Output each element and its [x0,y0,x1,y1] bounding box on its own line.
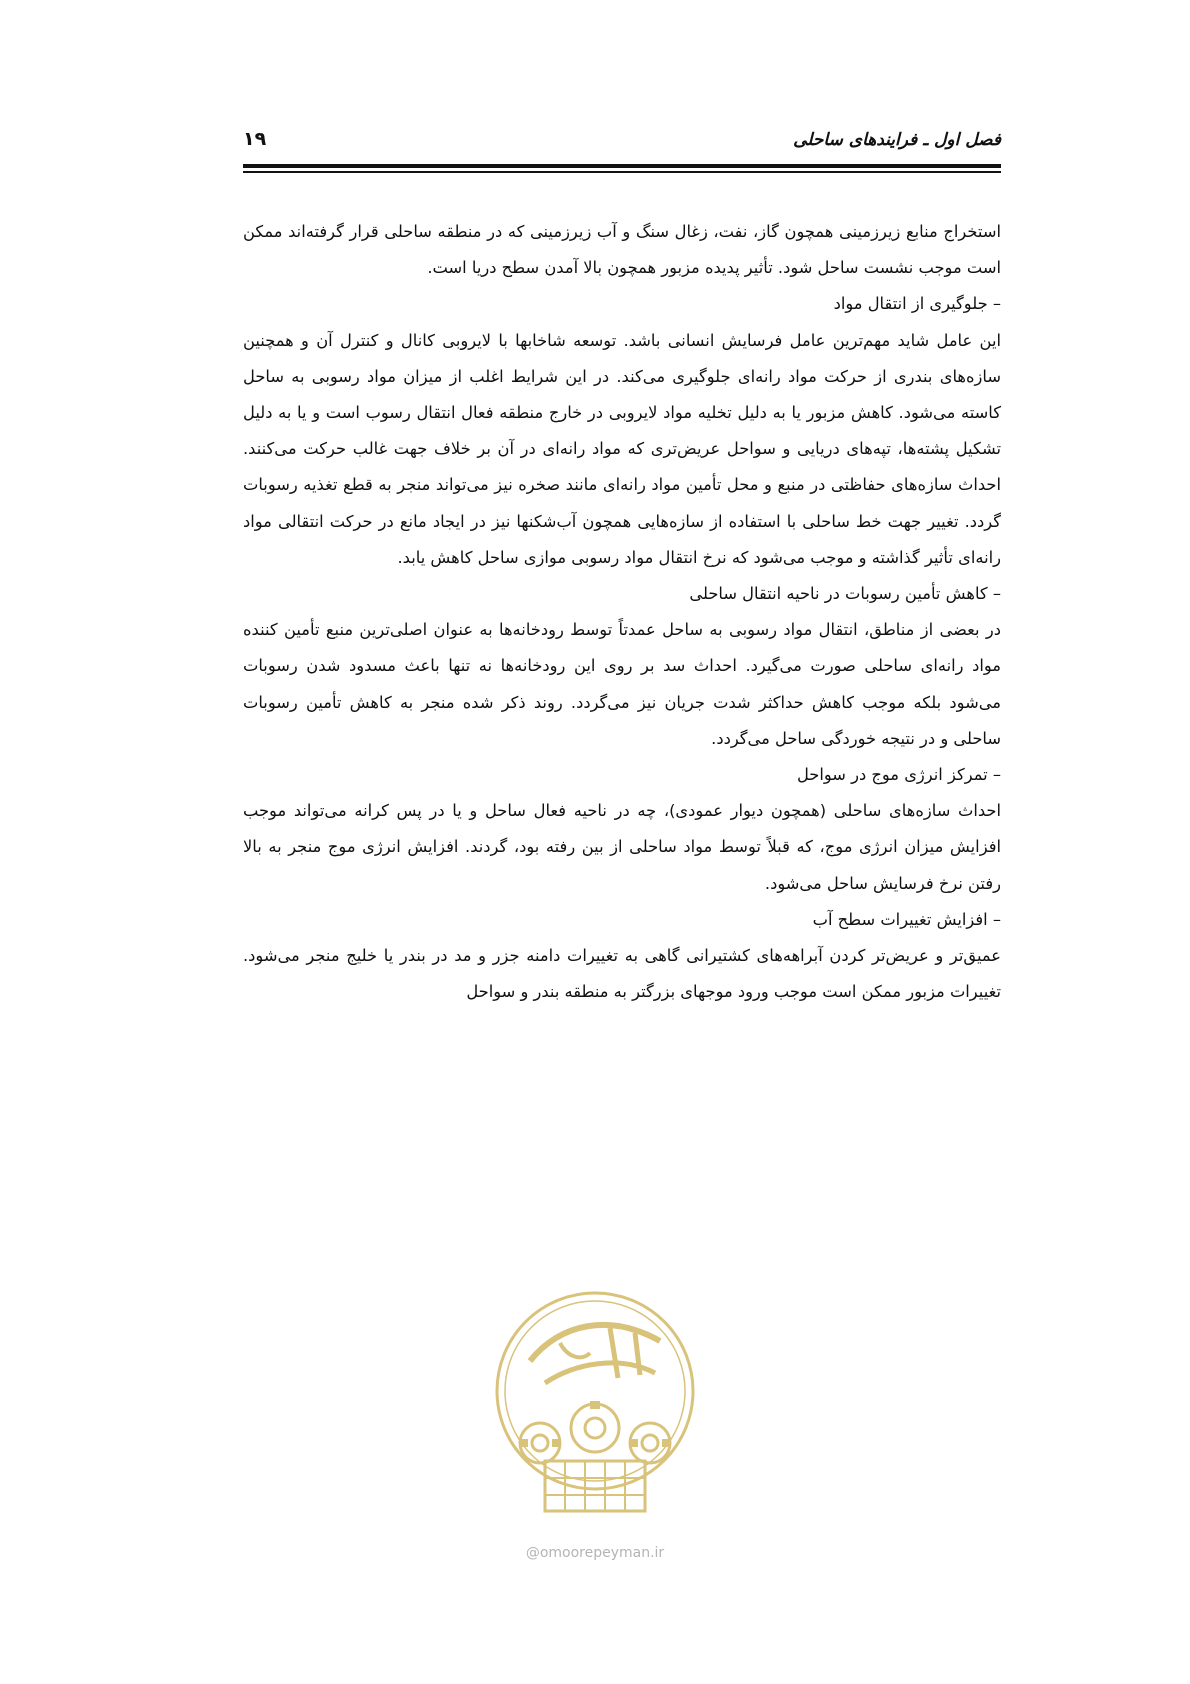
paragraph-prevent-transport: این عامل شاید مهم‌ترین عامل فرسایش انسانی باشد. توسعه شاخابها با لایروبی کانال و کنترل آن و همچنین سازه‌های بندری از حرکت مواد رانه‌ای جلوگیری می‌کند. در این شرایط اغلب از میزان مواد رسوبی به ساحل کاسته می‌شود. کاهش مزبور یا به دلیل تخلیه مواد لایروبی در خارج منطقه فعال انتقال رسوب است و یا به دلیل تشکیل پشته‌ها، تپه‌های دریایی و سواحل عریض‌تری که مواد رانه‌ای در آن بر خلاف جهت غالب حرکت می‌کنند. احداث سازه‌های حفاظتی در منبع و محل تأمین مواد رانه‌ای مانند صخره نیز می‌تواند منجر به قطع تغذیه رسوبات گردد. تغییر جهت خط ساحلی با استفاده از سازه‌هایی همچون آب‌شکنها نیز در ایجاد مانع در حرکت انتقالی مواد رانه‌ای تأثیر گذاشته و موجب می‌شود که نرخ انتقال مواد رسوبی موازی ساحل کاهش یابد. [243,330,1001,567]
heading-water-level: – افزایش تغییرات سطح آب [812,909,1001,929]
watermark [490,1283,700,1561]
paragraph-wave-energy: احداث سازه‌های ساحلی (همچون دیوار عمودی)، چه در ناحیه فعال ساحل و یا در پس کرانه می‌تواند موجب افزایش میزان انرژی موج، که قبلاً توسط مواد ساحلی از بین رفته بود، گردند. افزایش انرژی موج منجر به بالا رفتن نرخ فرسایش ساحل می‌شود. [243,801,1001,893]
paragraph-sediment-supply: در بعضی از مناطق، انتقال مواد رسوبی به ساحل عمدتاً توسط رودخانه‌ها به عنوان اصلی‌ترین منبع تأمین کننده مواد رانه‌ای ساحلی صورت می‌گیرد. احداث سد بر روی این رودخانه‌ها نه تنها باعث مسدود شدن رسوبات می‌شود بلکه موجب کاهش حداکثر شدت جریان نیز می‌گردد. روند ذکر شده منجر به کاهش تأمین رسوبات ساحلی و در نتیجه خوردگی ساحل می‌گردد. [243,620,1001,748]
heading-wave-energy: – تمرکز انرژی موج در سواحل [796,765,1001,785]
paragraph-water-level: عمیق‌تر و عریض‌تر کردن آبراهه‌های کشتیرانی گاهی به تغییرات دامنه جزر و مد در بندر یا خلیج منجر می‌شود. تغییرات مزبور ممکن است موجب ورود موجهای بزرگتر به منطقه بندر و سواحل [243,946,1001,1002]
header-rule-thick [243,164,1001,168]
page-header [243,120,1001,174]
body-text [243,214,1001,1010]
heading-sediment-supply: – کاهش تأمین رسوبات در ناحیه انتقال ساحلی [689,584,1001,604]
watermark-logo-icon [490,1283,700,1541]
paragraph-extraction: استخراج منابع زیرزمینی همچون گاز، نفت، زغال سنگ و آب زیرزمینی که در منطقه ساحلی قرار گرفته‌اند ممکن است موجب نشست ساحل شود. تأثیر پدیده مزبور همچون بالا آمدن سطح دریا است. [243,222,1001,278]
chapter-title: فصل اول ـ فرایندهای ساحلی [793,130,1001,150]
page-number: ۱۹ [243,128,267,150]
header-rule-thin [243,171,1001,173]
heading-prevent-transport: – جلوگیری از انتقال مواد [833,294,1001,314]
watermark-url: @omoorepeyman.ir [525,1545,665,1561]
